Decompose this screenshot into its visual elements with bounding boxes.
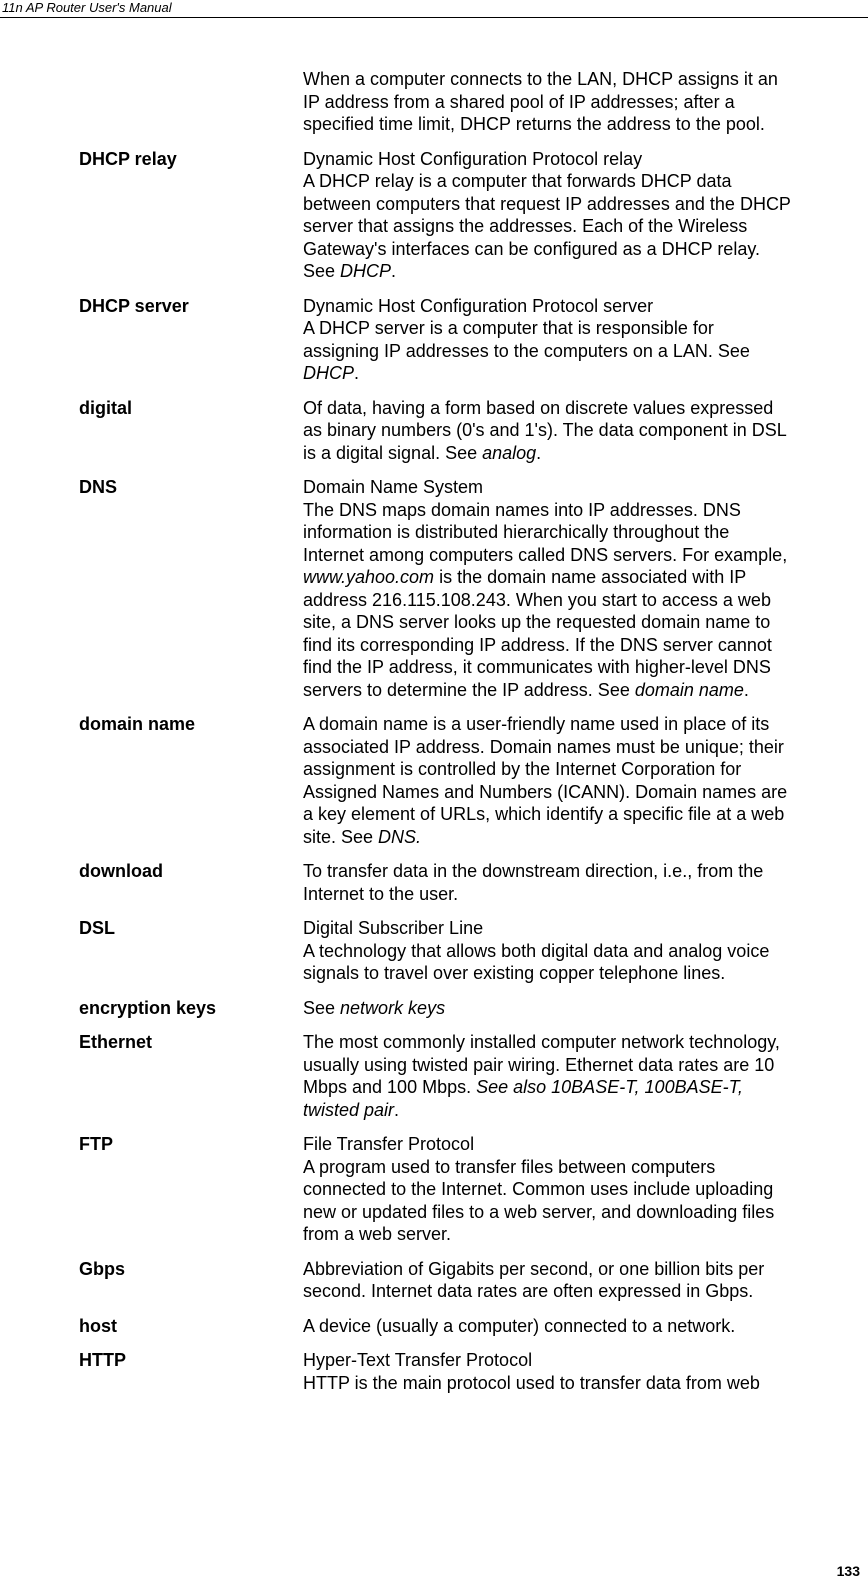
- definition-text: Abbreviation of Gigabits per second, or one billion bits per: [303, 1258, 765, 1279]
- definition-line: [303, 1315, 863, 1338]
- glossary-definition: [303, 860, 863, 905]
- glossary-term: Gbps: [79, 1258, 126, 1279]
- cross-reference: DNS.: [378, 826, 422, 847]
- definition-text: assigning IP addresses to the computers on a LAN. See: [303, 340, 750, 361]
- definition-line: [303, 566, 863, 589]
- definition-text: A domain name is a user-friendly name used in place of its: [303, 714, 770, 734]
- definition-line: [303, 544, 863, 567]
- cross-reference: DHCP: [340, 261, 392, 281]
- definition-text: Of data, having a form based on discrete values expressed: [303, 397, 774, 418]
- definition-line: [303, 713, 863, 736]
- manual-title: 11n AP Router User's Manual: [2, 0, 172, 15]
- glossary-definition: [303, 917, 863, 985]
- definition-line: [303, 499, 863, 522]
- glossary-definition: [303, 295, 863, 385]
- definition-text: information is distributed hierarchically throughout the: [303, 522, 730, 542]
- definition-line: [303, 340, 863, 363]
- definition-line: [303, 1280, 863, 1303]
- definition-text: a key element of URLs, which identify a specific file at a web: [303, 804, 785, 824]
- definition-text: new or updated files to a web server, and downloading files: [303, 1201, 775, 1222]
- glossary-definition: [303, 148, 863, 283]
- definition-line: [303, 1349, 863, 1372]
- definition-text: from a web server.: [303, 1224, 452, 1244]
- definition-text: A device (usually a computer) connected to a network.: [303, 1315, 736, 1336]
- glossary-entry: [0, 1349, 868, 1406]
- definition-text: is a digital signal. See: [303, 442, 483, 463]
- definition-line: [303, 1372, 863, 1395]
- definition-line: [303, 679, 863, 702]
- definition-text: Internet to the user.: [303, 883, 459, 904]
- definition-line: [303, 521, 863, 544]
- definition-text: Dynamic Host Configuration Protocol relay: [303, 148, 643, 169]
- definition-text: .: [394, 1099, 400, 1120]
- definition-text: usually using twisted pair wiring. Ethernet data rates are 10: [303, 1054, 775, 1075]
- cross-reference: www.yahoo.com: [303, 567, 435, 587]
- glossary-definition: [303, 68, 863, 136]
- definition-text: .: [743, 679, 749, 700]
- definition-line: [303, 758, 863, 781]
- definition-text: Mbps and 100 Mbps.: [303, 1077, 477, 1097]
- definition-text: The DNS maps domain names into IP addresses. DNS: [303, 499, 741, 520]
- glossary-term: domain name: [79, 714, 196, 734]
- glossary-term: DHCP relay: [79, 148, 177, 169]
- definition-text: between computers that request IP addresses and the DHCP: [303, 193, 791, 214]
- cross-reference: network keys: [340, 997, 446, 1018]
- glossary-entry: [0, 860, 868, 917]
- glossary-list: [0, 68, 868, 1406]
- definition-text: server that assigns the addresses. Each of the Wireless: [303, 216, 748, 236]
- glossary-definition: [303, 1315, 863, 1338]
- definition-line: [303, 883, 863, 906]
- glossary-entry: [0, 1258, 868, 1315]
- definition-line: [303, 781, 863, 804]
- definition-text: associated IP address. Domain names must be unique; their: [303, 736, 784, 757]
- definition-line: [303, 476, 863, 499]
- definition-text: A program used to transfer files between computers: [303, 1156, 716, 1177]
- definition-line: [303, 148, 863, 171]
- definition-text: A technology that allows both digital data and analog voice: [303, 940, 770, 961]
- glossary-term: host: [79, 1315, 117, 1336]
- definition-line: [303, 997, 863, 1020]
- definition-text: assignment is controlled by the Internet Corporation for: [303, 759, 742, 779]
- definition-text: A DHCP relay is a computer that forwards DHCP data: [303, 171, 732, 191]
- definition-line: [303, 1099, 863, 1122]
- definition-line: [303, 1201, 863, 1224]
- definition-text: File Transfer Protocol: [303, 1134, 475, 1154]
- glossary-definition: [303, 997, 863, 1020]
- definition-line: [303, 803, 863, 826]
- definition-line: [303, 917, 863, 940]
- definition-line: When a computer connects to the LAN, DHCP assigns it an: [303, 69, 778, 89]
- definition-line: [303, 419, 863, 442]
- page-header: [0, 0, 868, 18]
- definition-text: connected to the Internet. Common uses include uploading: [303, 1179, 774, 1199]
- definition-text: is the domain name associated with IP: [434, 567, 747, 587]
- definition-line: [303, 860, 863, 883]
- cross-reference: DHCP: [303, 363, 355, 383]
- definition-line: [303, 1133, 863, 1156]
- definition-line: [303, 736, 863, 759]
- definition-line: [303, 1156, 863, 1179]
- definition-line: IP address from a shared pool of IP addresses; after a: [303, 91, 735, 112]
- glossary-term: DHCP server: [79, 295, 189, 316]
- cross-reference: twisted pair: [303, 1099, 395, 1120]
- glossary-entry: [0, 713, 868, 860]
- definition-text: find the IP address, it communicates with higher-level DNS: [303, 657, 771, 677]
- glossary-entry: [0, 295, 868, 397]
- glossary-definition: [303, 1258, 863, 1303]
- definition-line: [303, 1054, 863, 1077]
- definition-line: [303, 215, 863, 238]
- glossary-term: DSL: [79, 918, 115, 938]
- definition-text: .: [354, 363, 360, 383]
- glossary-term: Ethernet: [79, 1032, 153, 1052]
- glossary-term: encryption keys: [79, 997, 217, 1018]
- glossary-definition: [303, 476, 863, 701]
- definition-line: [303, 1178, 863, 1201]
- glossary-term: DNS: [79, 477, 118, 497]
- glossary-intro-row: [0, 68, 868, 148]
- definition-text: site, a DNS server looks up the requested domain name to: [303, 612, 771, 632]
- definition-line: [303, 1076, 863, 1099]
- definition-line: [303, 295, 863, 318]
- definition-line: [303, 826, 863, 849]
- glossary-term: FTP: [79, 1134, 113, 1154]
- cross-reference: analog: [482, 442, 537, 463]
- definition-text: See: [303, 997, 341, 1018]
- definition-text: Gateway's interfaces can be configured as a DHCP relay.: [303, 238, 760, 259]
- definition-line: [303, 238, 863, 261]
- glossary-definition: [303, 1031, 863, 1121]
- glossary-definition: [303, 397, 863, 465]
- definition-line: [303, 940, 863, 963]
- glossary-definition: [303, 1349, 863, 1394]
- definition-line: [303, 362, 863, 385]
- definition-line: [303, 611, 863, 634]
- definition-text: Digital Subscriber Line: [303, 918, 484, 938]
- glossary-entry: [0, 1315, 868, 1350]
- definition-line: specified time limit, DHCP returns the address to the pool.: [303, 114, 765, 134]
- definition-line: [303, 397, 863, 420]
- definition-line: [303, 170, 863, 193]
- definition-text: Domain Name System: [303, 477, 484, 497]
- definition-text: .: [536, 442, 542, 463]
- definition-line: [303, 1223, 863, 1246]
- glossary-entry: [0, 1133, 868, 1258]
- definition-text: Internet among computers called DNS servers. For example,: [303, 544, 788, 565]
- glossary-entry: [0, 997, 868, 1032]
- definition-line: [303, 1258, 863, 1281]
- definition-text: Assigned Names and Numbers (ICANN). Domain names are: [303, 781, 788, 802]
- definition-text: servers to determine the IP address. See: [303, 679, 635, 700]
- definition-text: address 216.115.108.243. When you start to access a web: [303, 589, 771, 610]
- definition-text: second. Internet data rates are often expressed in Gbps.: [303, 1281, 754, 1301]
- definition-text: The most commonly installed computer network technology,: [303, 1032, 780, 1052]
- page-number: 133: [836, 1563, 860, 1579]
- definition-text: site. See: [303, 826, 379, 847]
- definition-line: [303, 193, 863, 216]
- glossary-entry: [0, 397, 868, 477]
- definition-text: HTTP is the main protocol used to transfer data from web: [303, 1372, 760, 1393]
- definition-text: A DHCP server is a computer that is responsible for: [303, 318, 714, 338]
- definition-text: See: [303, 261, 341, 281]
- definition-text: To transfer data in the downstream direction, i.e., from the: [303, 861, 764, 881]
- definition-line: [303, 634, 863, 657]
- definition-line: [303, 442, 863, 465]
- definition-line: [303, 656, 863, 679]
- definition-line: [303, 589, 863, 612]
- definition-text: Dynamic Host Configuration Protocol server: [303, 295, 654, 316]
- glossary-definition: [303, 713, 863, 848]
- glossary-term: HTTP: [79, 1350, 126, 1370]
- definition-text: signals to travel over existing copper telephone lines.: [303, 963, 726, 983]
- definition-line: [303, 317, 863, 340]
- definition-line: [303, 260, 863, 283]
- definition-text: .: [391, 261, 397, 281]
- cross-reference: domain name: [634, 679, 744, 700]
- glossary-entry: [0, 476, 868, 713]
- definition-text: Hyper-Text Transfer Protocol: [303, 1350, 533, 1370]
- definition-line: [303, 1031, 863, 1054]
- glossary-term: digital: [79, 397, 132, 418]
- cross-reference: See also 10BASE-T, 100BASE-T,: [476, 1077, 743, 1097]
- glossary-definition: [303, 1133, 863, 1246]
- definition-text: find its corresponding IP address. If the DNS server cannot: [303, 634, 772, 655]
- definition-text: as binary numbers (0's and 1's). The data component in DSL: [303, 420, 787, 440]
- definition-line: [303, 962, 863, 985]
- glossary-entry: [0, 1031, 868, 1133]
- glossary-entry: [0, 917, 868, 997]
- glossary-term: download: [79, 861, 163, 881]
- glossary-entry: [0, 148, 868, 295]
